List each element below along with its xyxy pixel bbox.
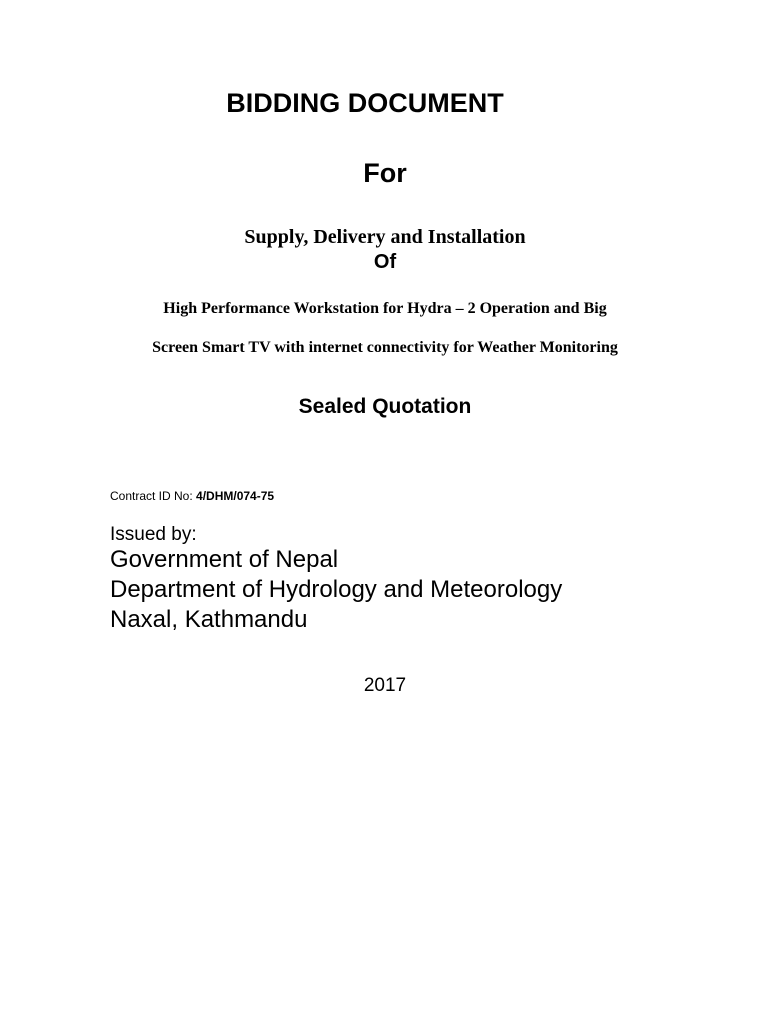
contract-id-value: 4/DHM/074-75 xyxy=(196,489,275,503)
supply-line: Supply, Delivery and Installation xyxy=(244,226,526,248)
procurement-method: Sealed Quotation xyxy=(298,395,472,418)
issued-by-label: Issued by: xyxy=(110,524,197,545)
contract-id-line xyxy=(110,489,274,503)
document-year: 2017 xyxy=(363,675,407,696)
issuer-address: Naxal, Kathmandu xyxy=(110,606,308,633)
issuer-department: Department of Hydrology and Meteorology xyxy=(110,576,563,603)
description-line-2: Screen Smart TV with internet connectivity for Weather Monitoring xyxy=(152,339,618,356)
document-title: BIDDING DOCUMENT xyxy=(226,88,504,118)
description-line-1: High Performance Workstation for Hydra – 2 Operation and Big xyxy=(163,300,607,317)
of-label: Of xyxy=(373,251,397,273)
for-label: For xyxy=(363,158,407,188)
issuer-government: Government of Nepal xyxy=(110,546,339,573)
contract-id-label: Contract ID No: xyxy=(110,489,197,503)
